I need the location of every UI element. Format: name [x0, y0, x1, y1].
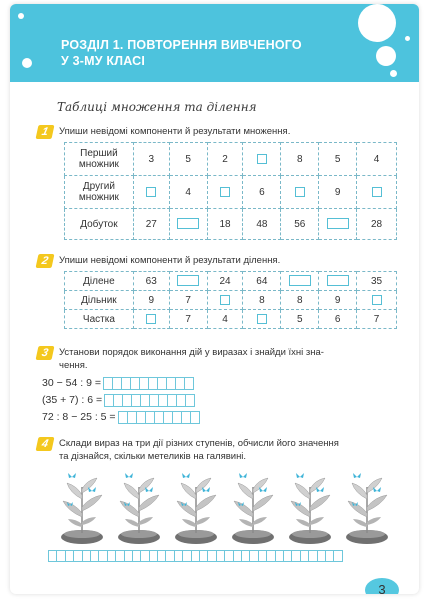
table-cell: 2 — [207, 143, 243, 176]
task-number: 1 — [36, 125, 55, 139]
decor-bubble — [376, 46, 396, 66]
table-cell: 7 — [169, 310, 207, 329]
plant-icon — [115, 467, 163, 547]
table-cell: 56 — [281, 209, 319, 240]
answer-cell[interactable] — [243, 143, 281, 176]
task-instruction: Упиши невідомі компоненти й результати ділення. — [59, 255, 281, 266]
answer-box[interactable] — [146, 187, 156, 197]
answer-cells[interactable] — [104, 394, 194, 407]
answer-cells[interactable] — [103, 377, 193, 390]
chapter-title — [61, 38, 361, 69]
plant-icon — [58, 467, 106, 547]
task-instruction-line1: Установи порядок виконання дій у виразах і знайди їхні зна- — [59, 347, 324, 358]
table-cell: 7 — [169, 291, 207, 310]
answer-box[interactable] — [257, 154, 267, 164]
table-cell: 4 — [207, 310, 243, 329]
table-cell: 8 — [281, 291, 319, 310]
expression-text: (35 + 7) : 6 = — [42, 394, 103, 407]
expression-text: 30 − 54 : 9 = — [42, 377, 101, 390]
decor-bubble — [390, 70, 397, 77]
answer-cell[interactable] — [207, 291, 243, 310]
answer-cell[interactable] — [357, 291, 397, 310]
answer-cell[interactable] — [319, 272, 357, 291]
row-label — [65, 143, 134, 176]
decor-bubble — [18, 13, 24, 19]
answer-cell[interactable] — [319, 209, 357, 240]
answer-box[interactable] — [295, 187, 305, 197]
answer-box[interactable] — [257, 314, 267, 324]
table-row — [65, 272, 397, 291]
multiplication-table — [64, 142, 397, 240]
answer-box[interactable] — [177, 218, 199, 229]
expression-answer-row[interactable] — [48, 549, 342, 561]
decor-bubble — [358, 4, 396, 42]
table-cell: 8 — [281, 143, 319, 176]
row-label: Ділене — [65, 272, 134, 291]
butterfly-plants-illustration — [58, 467, 398, 547]
answer-cell[interactable] — [184, 377, 194, 390]
answer-cell[interactable] — [281, 272, 319, 291]
task-instruction-line1: Склади вираз на три дії різних ступенів, обчисли його значення — [59, 438, 339, 449]
task-number: 4 — [36, 437, 55, 451]
answer-box[interactable] — [372, 295, 382, 305]
answer-cell[interactable] — [333, 550, 342, 562]
answer-cell[interactable] — [169, 272, 207, 291]
plant-icon — [172, 467, 220, 547]
task-instruction-line2: та дізнайся, скільки метеликів на галявині. — [59, 451, 247, 462]
answer-box[interactable] — [327, 218, 349, 229]
table-cell: 3 — [133, 143, 169, 176]
table-cell: 24 — [207, 272, 243, 291]
task-instruction — [59, 437, 339, 463]
table-cell: 8 — [243, 291, 281, 310]
table-row — [65, 176, 397, 209]
answer-cell[interactable] — [133, 176, 169, 209]
expression-row — [42, 376, 193, 390]
row-label-line2: множник — [78, 159, 119, 170]
row-label-line1: Перший — [80, 148, 118, 159]
table-cell: 5 — [319, 143, 357, 176]
table-cell: 63 — [133, 272, 169, 291]
table-row — [65, 209, 397, 240]
table-cell: 4 — [357, 143, 397, 176]
answer-cell[interactable] — [243, 310, 281, 329]
table-cell: 4 — [169, 176, 207, 209]
table-cell: 9 — [133, 291, 169, 310]
row-label: Частка — [65, 310, 134, 329]
task-instruction-line2: чення. — [59, 360, 88, 371]
table-cell: 9 — [319, 291, 357, 310]
table-cell: 5 — [169, 143, 207, 176]
table-cell: 18 — [207, 209, 243, 240]
table-cell: 27 — [133, 209, 169, 240]
answer-box[interactable] — [289, 275, 311, 286]
section-title: Таблиці множення та ділення — [57, 100, 257, 114]
task-instruction — [59, 346, 324, 372]
row-label-line1: Добуток — [80, 218, 118, 230]
table-cell: 35 — [357, 272, 397, 291]
division-table — [64, 271, 397, 329]
answer-box[interactable] — [177, 275, 199, 286]
answer-box[interactable] — [146, 314, 156, 324]
answer-box[interactable] — [220, 187, 230, 197]
expression-text: 72 : 8 − 25 : 5 = — [42, 411, 116, 424]
workbook-page — [10, 4, 419, 594]
plant-icon — [286, 467, 334, 547]
task-number: 3 — [36, 346, 55, 360]
answer-cell[interactable] — [207, 176, 243, 209]
answer-cell[interactable] — [281, 176, 319, 209]
table-row — [65, 291, 397, 310]
row-label — [65, 209, 134, 240]
task-number: 2 — [36, 254, 55, 268]
table-cell: 9 — [319, 176, 357, 209]
table-cell: 28 — [357, 209, 397, 240]
chapter-header — [10, 4, 419, 82]
table-cell: 5 — [281, 310, 319, 329]
task-instruction: Упиши невідомі компоненти й результати множення. — [59, 126, 291, 137]
answer-box[interactable] — [220, 295, 230, 305]
answer-cell[interactable] — [133, 310, 169, 329]
answer-box[interactable] — [372, 187, 382, 197]
page-number: 3 — [365, 578, 399, 594]
expression-row — [42, 410, 199, 424]
answer-box[interactable] — [327, 275, 349, 286]
chapter-title-line1: РОЗДІЛ 1. ПОВТОРЕННЯ ВИВЧЕНОГО — [61, 38, 302, 52]
table-row — [65, 143, 397, 176]
table-cell: 48 — [243, 209, 281, 240]
row-label: Дільник — [65, 291, 134, 310]
table-cell: 64 — [243, 272, 281, 291]
row-label-line2: множник — [78, 192, 119, 203]
table-cell: 7 — [357, 310, 397, 329]
row-label-line1: Другий — [82, 181, 115, 192]
decor-bubble — [22, 58, 32, 68]
expression-row — [42, 393, 194, 407]
plant-icon — [229, 467, 277, 547]
plant-icon — [343, 467, 391, 547]
row-label — [65, 176, 134, 209]
decor-bubble — [405, 36, 410, 41]
table-row — [65, 310, 397, 329]
answer-cell[interactable] — [357, 176, 397, 209]
table-cell: 6 — [319, 310, 357, 329]
table-cell: 6 — [243, 176, 281, 209]
chapter-title-line2: У 3-МУ КЛАСІ — [61, 53, 146, 68]
answer-cells[interactable] — [118, 411, 199, 424]
answer-cell[interactable] — [169, 209, 207, 240]
answer-cell[interactable] — [190, 411, 200, 424]
answer-cell[interactable] — [185, 394, 195, 407]
